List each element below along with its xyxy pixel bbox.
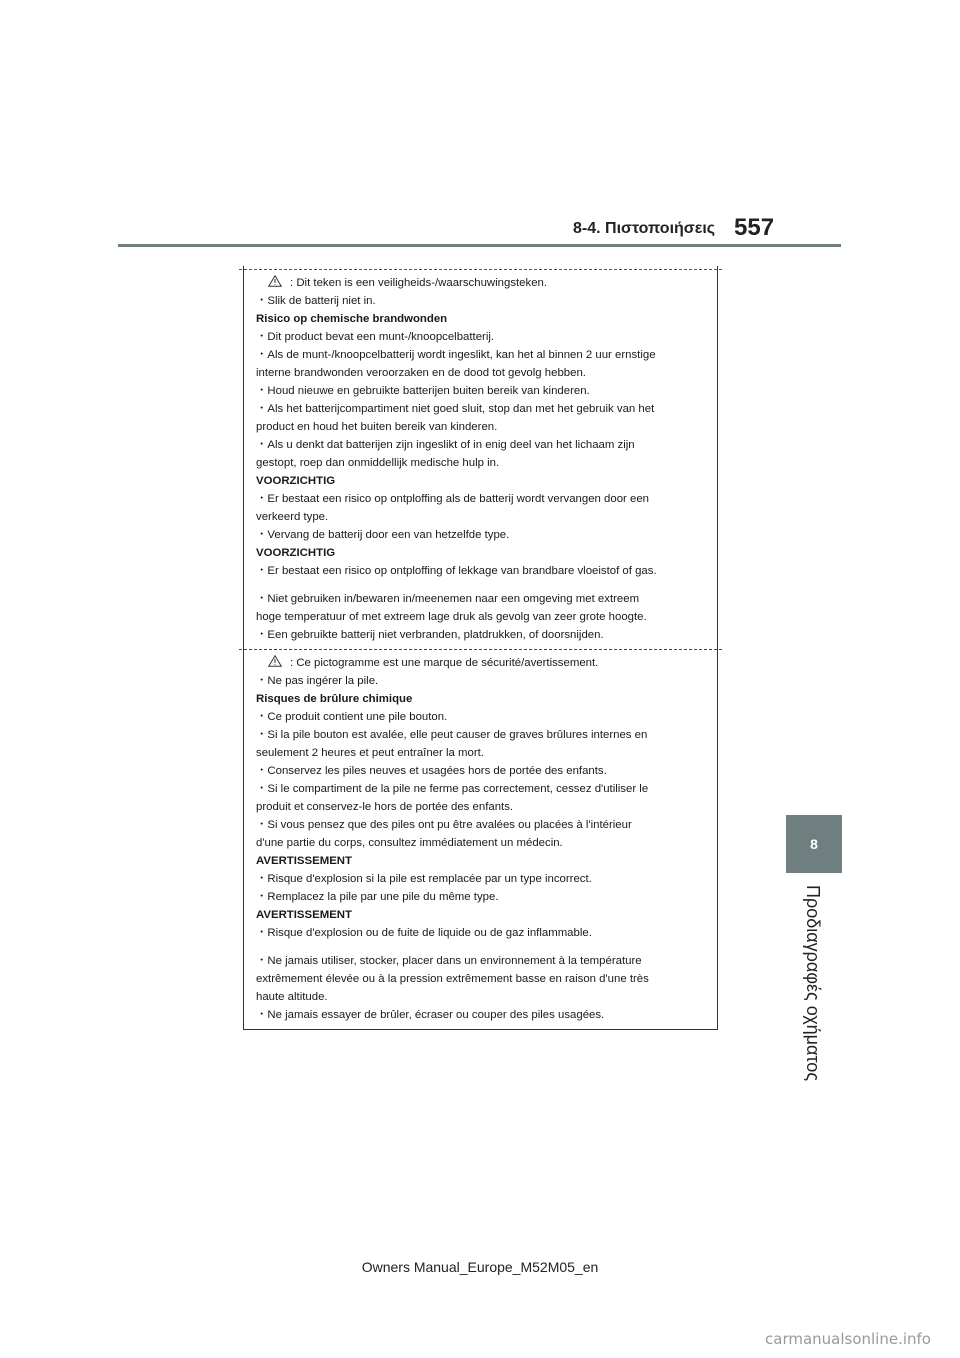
notice-line: [256, 364, 701, 382]
notice-line: [256, 274, 701, 292]
frame-top-rule: [239, 269, 722, 270]
certification-notice: [243, 266, 718, 1030]
notice-line: [256, 798, 701, 816]
notice-text: ・Conservez les piles neuves et usagées hors de portée des enfants.: [256, 765, 607, 777]
notice-text: ・Si la pile bouton est avalée, elle peut causer de graves brûlures internes en: [256, 729, 648, 741]
notice-text: ・Houd nieuwe en gebruikte batterijen buiten bereik van kinderen.: [256, 385, 590, 397]
notice-text: ・Als het batterijcompartiment niet goed sluit, stop dan met het gebruik van het: [256, 403, 655, 415]
notice-line: [256, 762, 701, 780]
notice-line: [256, 726, 701, 744]
notice-text: d'une partie du corps, consultez immédiatement un médecin.: [256, 837, 563, 849]
notice-spacer: [256, 942, 701, 952]
notice-line: [256, 608, 701, 626]
chapter-number: 8: [810, 836, 818, 852]
notice-line: [256, 382, 701, 400]
watermark: carmanualsonline.info: [765, 1330, 931, 1348]
notice-text: : Dit teken is een veiligheids-/waarschuwingsteken.: [290, 277, 548, 289]
notice-text: ・Si le compartiment de la pile ne ferme pas correctement, cessez d'utiliser le: [256, 783, 649, 795]
notice-text: ・Als de munt-/knoopcelbatterij wordt ingeslikt, kan het al binnen 2 uur ernstige: [256, 349, 656, 361]
notice-text: ・Er bestaat een risico op ontploffing of lekkage van brandbare vloeistof of gas.: [256, 565, 657, 577]
header-divider: [118, 244, 841, 247]
warning-triangle-icon: [268, 275, 282, 287]
notice-heading: [256, 690, 701, 708]
notice-line: [256, 870, 701, 888]
notice-line: [256, 508, 701, 526]
notice-text: ・Risque d'explosion ou de fuite de liquide ou de gaz inflammable.: [256, 927, 592, 939]
notice-line: [256, 590, 701, 608]
notice-text: VOORZICHTIG: [256, 547, 336, 559]
notice-text: ・Als u denkt dat batterijen zijn ingeslikt of in enig deel van het lichaam zijn: [256, 439, 635, 451]
notice-line: [256, 834, 701, 852]
notice-text: ・Ce produit contient une pile bouton.: [256, 711, 448, 723]
notice-line: [256, 654, 701, 672]
notice-text: ・Ne jamais essayer de brûler, écraser ou couper des piles usagées.: [256, 1009, 605, 1021]
notice-line: [256, 436, 701, 454]
notice-text: produit et conservez-le hors de portée des enfants.: [256, 801, 514, 813]
warning-triangle-icon: [268, 655, 282, 667]
notice-text: seulement 2 heures et peut entraîner la mort.: [256, 747, 484, 759]
notice-heading: [256, 472, 701, 490]
notice-text: interne brandwonden veroorzaken en de dood tot gevolg hebben.: [256, 367, 586, 379]
notice-line: [256, 952, 701, 970]
chapter-label: Προδιαγραφές οχήματος: [803, 885, 823, 1081]
notice-text: AVERTISSEMENT: [256, 855, 352, 867]
notice-line: [256, 988, 701, 1006]
notice-line: [256, 454, 701, 472]
notice-spacer: [256, 580, 701, 590]
notice-text: VOORZICHTIG: [256, 475, 336, 487]
notice-line: [256, 816, 701, 834]
notice-text: ・Slik de batterij niet in.: [256, 295, 376, 307]
notice-line: [256, 562, 701, 580]
section-title: 8-4. Πιστοποιήσεις: [573, 220, 716, 237]
dutch-notice: [256, 274, 701, 644]
chapter-tab[interactable]: [786, 815, 842, 873]
page-number: 557: [734, 214, 775, 241]
notice-line: [256, 400, 701, 418]
notice-text: gestopt, roep dan onmiddellijk medische hulp in.: [256, 457, 500, 469]
notice-text: ・Dit product bevat een munt-/knoopcelbatterij.: [256, 331, 495, 343]
notice-line: [256, 780, 701, 798]
notice-text: ・Ne pas ingérer la pile.: [256, 675, 379, 687]
notice-text: ・Risque d'explosion si la pile est remplacée par un type incorrect.: [256, 873, 592, 885]
notice-heading: [256, 906, 701, 924]
notice-line: [256, 924, 701, 942]
notice-line: [256, 970, 701, 988]
notice-text: ・Vervang de batterij door een van hetzelfde type.: [256, 529, 510, 541]
notice-line: [256, 490, 701, 508]
notice-text: extrêmement élevée ou à la pression extrêmement basse en raison d'une très: [256, 973, 649, 985]
notice-line: [256, 708, 701, 726]
notice-line: [256, 526, 701, 544]
notice-heading: [256, 852, 701, 870]
notice-line: [256, 418, 701, 436]
notice-line: [256, 672, 701, 690]
notice-text: ・Si vous pensez que des piles ont pu être avalées ou placées à l'intérieur: [256, 819, 632, 831]
document-footer: Owners Manual_Europe_M52M05_en: [361, 1259, 599, 1275]
french-notice: [256, 654, 701, 1024]
notice-line: [256, 346, 701, 364]
notice-text: AVERTISSEMENT: [256, 909, 352, 921]
notice-line: [256, 1006, 701, 1024]
notice-text: product en houd het buiten bereik van kinderen.: [256, 421, 498, 433]
notice-line: [256, 626, 701, 644]
notice-text: verkeerd type.: [256, 511, 329, 523]
notice-heading: [256, 310, 701, 328]
notice-line: [256, 292, 701, 310]
notice-text: ・Niet gebruiken in/bewaren in/meenemen naar een omgeving met extreem: [256, 593, 640, 605]
notice-text: ・Ne jamais utiliser, stocker, placer dans un environnement à la température: [256, 955, 642, 967]
notice-text: hoge temperatuur of met extreem lage druk als gevolg van zeer grote hoogte.: [256, 611, 647, 623]
notice-text: ・Een gebruikte batterij niet verbranden, platdrukken, of doorsnijden.: [256, 629, 604, 641]
notice-text: haute altitude.: [256, 991, 328, 1003]
notice-line: [256, 744, 701, 762]
notice-text: Risico op chemische brandwonden: [256, 313, 448, 325]
notice-text: ・Er bestaat een risico op ontploffing als de batterij wordt vervangen door een: [256, 493, 650, 505]
notice-text: : Ce pictogramme est une marque de sécurité/avertissement.: [290, 657, 599, 669]
notice-heading: [256, 544, 701, 562]
language-divider: [239, 649, 722, 650]
notice-line: [256, 888, 701, 906]
notice-line: [256, 328, 701, 346]
notice-text: ・Remplacez la pile par une pile du même type.: [256, 891, 499, 903]
notice-text: Risques de brûlure chimique: [256, 693, 413, 705]
